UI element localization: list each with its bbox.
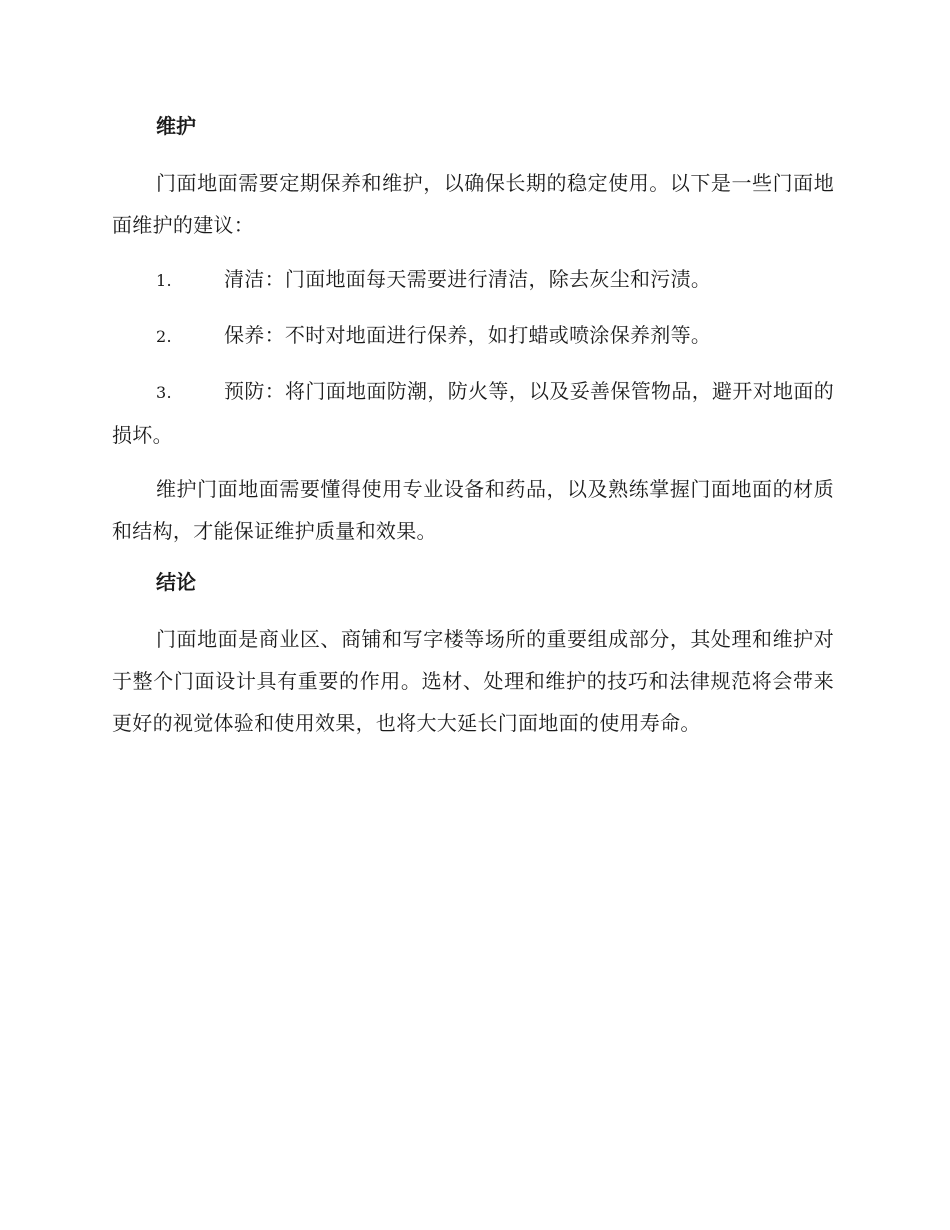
list-item	[112, 370, 834, 456]
maintenance-intro-paragraph: 门面地面需要定期保养和维护，以确保长期的稳定使用。以下是一些门面地面维护的建议：	[112, 171, 834, 237]
maintenance-list	[112, 258, 834, 456]
list-item-number: 1.	[156, 271, 172, 290]
list-item	[112, 258, 834, 302]
conclusion-paragraph: 门面地面是商业区、商铺和写字楼等场所的重要组成部分，其处理和维护对于整个门面设计具有重要的作用。选材、处理和维护的技巧和法律规范将会带来更好的视觉体验和使用效果，也将大大延长门面地面的使用寿命。	[112, 627, 834, 735]
section-heading-conclusion: 结论	[156, 570, 196, 594]
section-heading-maintenance: 维护	[156, 114, 196, 138]
list-item	[112, 314, 834, 358]
maintenance-outro-paragraph: 维护门面地面需要懂得使用专业设备和药品，以及熟练掌握门面地面的材质和结构，才能保证维护质量和效果。	[112, 477, 834, 543]
document-content	[112, 108, 834, 756]
list-item-text: 预防：将门面地面防潮，防火等，以及妥善保管物品，避开对地面的损坏。	[112, 379, 834, 447]
list-item-text: 清洁：门面地面每天需要进行清洁，除去灰尘和污渍。	[224, 267, 712, 291]
list-item-number: 3.	[156, 383, 172, 402]
list-item-text: 保养：不时对地面进行保养，如打蜡或喷涂保养剂等。	[224, 323, 712, 347]
list-item-number: 2.	[156, 327, 172, 346]
